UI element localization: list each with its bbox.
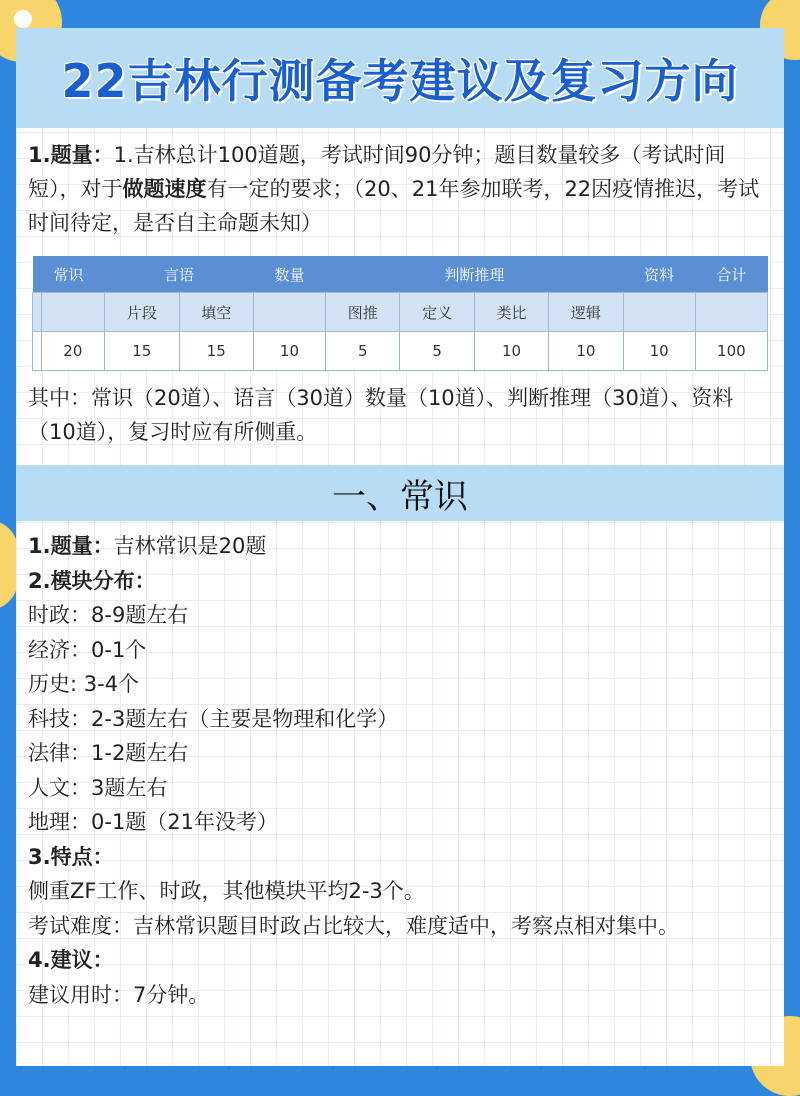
table-cell: 10: [253, 332, 325, 371]
table-cell: 片段: [105, 293, 179, 332]
table-cell: 15: [179, 332, 253, 371]
table-cell: 5: [400, 332, 474, 371]
page-title: 22吉林行测备考建议及复习方向: [61, 54, 739, 108]
table-cell: 15: [105, 332, 179, 371]
line-label: 2.模块分布：: [28, 568, 156, 593]
corner-dot-icon: [12, 8, 34, 30]
list-item: [16, 805, 784, 840]
list-item: [16, 978, 784, 1013]
header-cell-ziliao: 资料: [623, 256, 695, 293]
question-count-table: [32, 256, 768, 371]
intro-paragraph: [16, 138, 784, 240]
header-cell-yanyu: 言语: [105, 256, 254, 293]
list-item: [16, 598, 784, 633]
table-cell: [253, 293, 325, 332]
table-header-row: [33, 256, 768, 293]
table-cell: 10: [623, 332, 695, 371]
table-cell: 20: [41, 332, 105, 371]
list-item: [16, 943, 784, 978]
line-text: 考试难度：吉林常识题目时政占比较大，难度适中，考察点相对集中。: [28, 913, 679, 938]
table-cell: 填空: [179, 293, 253, 332]
line-text: 人文：3题左右: [28, 775, 168, 800]
document-card: [16, 28, 784, 1066]
header-cell-panduan: 判断推理: [326, 256, 624, 293]
table-cell: [33, 293, 42, 332]
table-cell: 类比: [474, 293, 548, 332]
table-subheader-row: [33, 293, 768, 332]
line-text: 经济：0-1个: [28, 637, 147, 662]
list-item: [16, 909, 784, 944]
section-banner: [16, 465, 784, 521]
table-cell: 定义: [400, 293, 474, 332]
line-label: 1.题量：: [28, 534, 114, 558]
list-item: [16, 529, 784, 564]
table-cell: 10: [549, 332, 623, 371]
table-cell: 逻辑: [549, 293, 623, 332]
line-text: 历史: 3-4个: [28, 672, 140, 696]
section-title: 一、常识: [332, 476, 468, 517]
line-text: 时政：8-9题左右: [28, 603, 189, 627]
line-text: 科技：2-3题左右（主要是物理和化学）: [28, 706, 399, 731]
line-text: 法律：1-2题左右: [28, 741, 189, 765]
header-cell-heji: 合计: [695, 256, 767, 293]
intro-bold-text: 做题速度: [122, 177, 207, 201]
table-cell: [695, 293, 767, 332]
title-banner: [16, 28, 784, 128]
list-item: [16, 702, 784, 737]
line-text: 侧重ZF工作、时政，其他模块平均2-3个。: [28, 879, 425, 903]
list-item: [16, 736, 784, 771]
table-cell: 5: [326, 332, 400, 371]
line-label: 4.建议：: [28, 948, 114, 972]
table-cell: [33, 332, 42, 371]
list-item: [16, 771, 784, 806]
list-item: [16, 633, 784, 668]
header-cell-changshi: 常识: [33, 256, 105, 293]
table-cell: [623, 293, 695, 332]
table-cell: 10: [474, 332, 548, 371]
list-item: [16, 564, 784, 599]
line-text: 建议用时：7分钟。: [28, 982, 210, 1007]
table-values-row: [33, 332, 768, 371]
intro-text-2: 有一定的要求；（20、21年参加联考，22因疫情推迟，考试时间待定，是否自主命题未知）: [28, 177, 760, 235]
table-cell: [41, 293, 105, 332]
line-label: 3.特点：: [28, 844, 114, 869]
line-text: 地理：0-1题（21年没考）: [28, 810, 279, 834]
list-item: [16, 840, 784, 875]
table-cell: 图推: [326, 293, 400, 332]
intro-text-1: 1.吉林总计100道题，考试时间90分钟；题目数量较多（考试时间短），对于: [28, 143, 726, 201]
list-item: [16, 874, 784, 909]
changshi-content: [16, 529, 784, 1012]
table-cell: 100: [695, 332, 767, 371]
list-item: [16, 667, 784, 702]
summary-paragraph: 其中：常识（20道）、语言（30道）数量（10道）、判断推理（30道）、资料（10道），复习时应有所侧重。: [28, 386, 734, 444]
intro-label: 1.题量：: [28, 143, 114, 167]
header-cell-shuliang: 数量: [253, 256, 325, 293]
line-text: 吉林常识是20题: [113, 534, 267, 558]
